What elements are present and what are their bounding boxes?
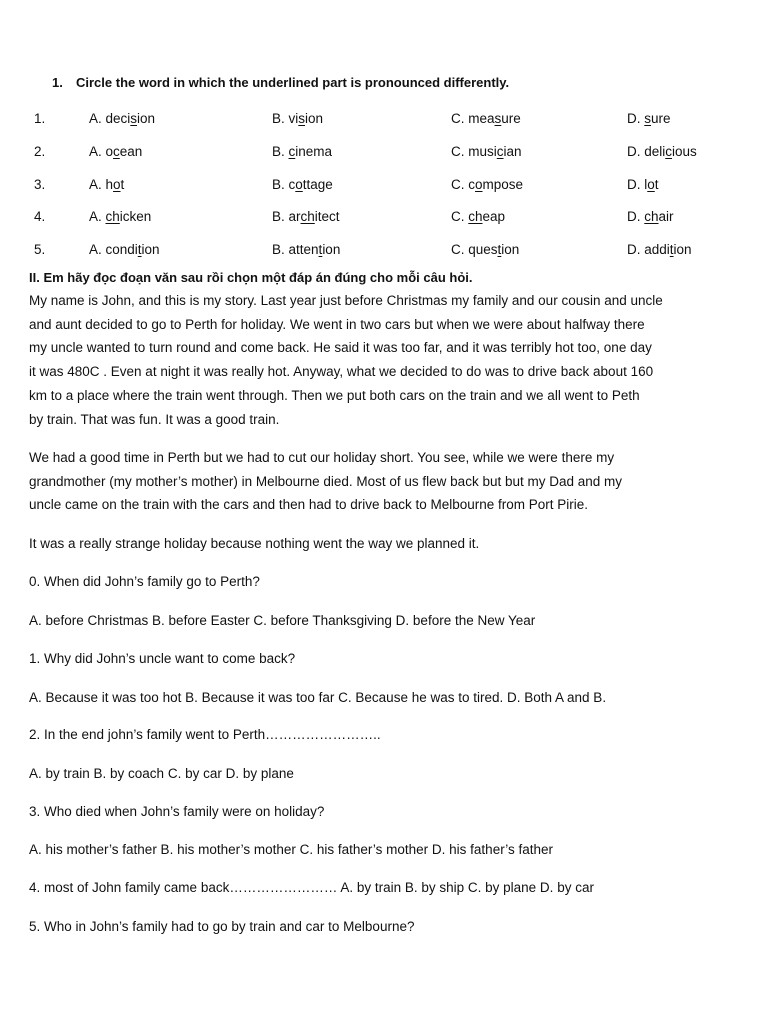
- option-a[interactable]: [89, 242, 160, 257]
- option-text: D.: [627, 209, 645, 224]
- question-number: 1.: [34, 111, 46, 126]
- question-number: 3.: [34, 177, 46, 192]
- option-text: C. ques: [451, 242, 498, 257]
- paragraph-line: and aunt decided to go to Perth for holiday. We went in two cars but when we were about halfway there: [29, 316, 645, 332]
- paragraph-line: km to a place where the train went through. Then we put both cars on the train and we all went to Peth: [29, 387, 640, 403]
- option-text: ttage: [302, 177, 333, 192]
- answer-options[interactable]: A. before Christmas B. before Easter C. before Thanksgiving D. before the New Year: [29, 613, 536, 628]
- option-text: D. deli: [627, 144, 666, 159]
- option-d[interactable]: [627, 111, 671, 126]
- underlined-part: o: [113, 177, 121, 192]
- option-b[interactable]: [272, 144, 332, 159]
- option-text: inema: [295, 144, 333, 159]
- option-c[interactable]: [451, 177, 523, 192]
- underlined-part: o: [647, 177, 655, 192]
- option-text: D. l: [627, 177, 648, 192]
- underlined-part: ch: [300, 209, 315, 224]
- underlined-part: o: [295, 177, 303, 192]
- paragraph-line: by train. That was fun. It was a good train.: [29, 411, 280, 427]
- answer-options[interactable]: A. by train B. by coach C. by car D. by plane: [29, 766, 294, 781]
- option-text: C. musi: [451, 144, 497, 159]
- option-text: C.: [451, 209, 469, 224]
- paragraph-line: grandmother (my mother’s mother) in Melbourne died. Most of us flew back but but my Dad and my: [29, 473, 623, 489]
- question-number: 4.: [34, 209, 46, 224]
- section1-title: Circle the word in which the underlined part is pronounced differently.: [76, 75, 510, 90]
- option-text: A. condi: [89, 242, 138, 257]
- paragraph-line: My name is John, and this is my story. Last year just before Christmas my family and our cousin and uncle: [29, 293, 663, 308]
- underlined-part: s: [130, 111, 138, 126]
- underlined-part: c: [665, 144, 673, 159]
- option-text: C. c: [451, 177, 476, 192]
- question-text: 1. Why did John’s uncle want to come back?: [29, 651, 296, 666]
- underlined-part: ch: [105, 209, 120, 224]
- section1-number: 1.: [52, 75, 63, 90]
- option-text: ean: [119, 144, 143, 159]
- option-text: ian: [503, 144, 522, 159]
- option-d[interactable]: [627, 144, 697, 159]
- paragraph-line: uncle came on the train with the cars and then had to drive back to Melbourne from Port Pirie.: [29, 497, 589, 513]
- paragraph-line: it was 480C . Even at night it was really hot. Anyway, what we decided to do was to drive back about 160: [29, 364, 654, 380]
- section2-heading: II. Em hãy đọc đoạn văn sau rồi chọn một đáp án đúng cho mỗi câu hỏi.: [29, 270, 473, 285]
- paragraph-line: my uncle wanted to turn round and come back. He said it was too far, and it was terribly hot too, one day: [29, 340, 652, 356]
- question-text: 3. Who died when John’s family were on holiday?: [29, 804, 325, 819]
- option-text: ion: [501, 242, 520, 257]
- underlined-part: s: [644, 111, 652, 126]
- option-a[interactable]: [89, 144, 142, 159]
- option-text: icken: [119, 209, 152, 224]
- option-text: t: [120, 177, 125, 192]
- option-text: ure: [501, 111, 521, 126]
- underlined-part: ch: [644, 209, 659, 224]
- pronunciation-question-row: [0, 111, 768, 131]
- option-text: D.: [627, 111, 645, 126]
- answer-options[interactable]: A. his mother’s father B. his mother’s mother C. his father’s mother D. his father’s father: [29, 842, 553, 857]
- option-text: ion: [322, 242, 341, 257]
- pronunciation-question-row: [0, 177, 768, 197]
- underlined-part: t: [669, 242, 674, 257]
- pronunciation-question-row: [0, 144, 768, 164]
- story-paragraph-3: It was a really strange holiday because nothing went the way we planned it.: [29, 536, 480, 551]
- underlined-part: c: [288, 144, 296, 159]
- option-d[interactable]: [627, 209, 674, 224]
- option-text: C. mea: [451, 111, 495, 126]
- option-d[interactable]: [627, 177, 659, 192]
- option-text: B. atten: [272, 242, 319, 257]
- option-text: air: [658, 209, 674, 224]
- pronunciation-question-row: [0, 209, 768, 229]
- option-text: A. o: [89, 144, 114, 159]
- option-c[interactable]: [451, 111, 521, 126]
- question-text: 4. most of John family came back…………………… A. by train B. by ship C. by plane D. by car: [29, 880, 594, 895]
- underlined-part: s: [298, 111, 306, 126]
- option-text: ion: [137, 111, 156, 126]
- underlined-part: c: [496, 144, 504, 159]
- answer-options[interactable]: 5. Who in John’s family had to go by train and car to Melbourne?: [29, 919, 415, 934]
- underlined-part: t: [318, 242, 323, 257]
- option-d[interactable]: [627, 242, 692, 257]
- option-b[interactable]: [272, 111, 323, 126]
- option-text: eap: [482, 209, 506, 224]
- option-text: mpose: [482, 177, 524, 192]
- option-text: ion: [141, 242, 160, 257]
- option-text: A. h: [89, 177, 114, 192]
- option-a[interactable]: [89, 111, 155, 126]
- question-number: 5.: [34, 242, 46, 257]
- option-text: ious: [672, 144, 697, 159]
- option-c[interactable]: [451, 144, 522, 159]
- option-text: B. ar: [272, 209, 301, 224]
- option-text: B. vi: [272, 111, 299, 126]
- option-text: A. deci: [89, 111, 131, 126]
- option-text: ion: [305, 111, 324, 126]
- option-a[interactable]: [89, 209, 151, 224]
- option-text: D. addi: [627, 242, 670, 257]
- option-text: itect: [314, 209, 340, 224]
- answer-options[interactable]: A. Because it was too hot B. Because it was too far C. Because he was to tired. D. Both A and B.: [29, 690, 607, 705]
- option-text: ure: [651, 111, 671, 126]
- option-c[interactable]: [451, 209, 505, 224]
- option-text: B.: [272, 144, 289, 159]
- underlined-part: ch: [468, 209, 483, 224]
- option-text: A.: [89, 209, 106, 224]
- option-text: B. c: [272, 177, 296, 192]
- option-text: ion: [673, 242, 692, 257]
- underlined-part: s: [494, 111, 502, 126]
- pronunciation-question-row: [0, 242, 768, 262]
- section1-heading: [52, 75, 509, 90]
- option-c[interactable]: [451, 242, 519, 257]
- underlined-part: c: [113, 144, 120, 159]
- question-number: 2.: [34, 144, 46, 159]
- underlined-part: t: [137, 242, 142, 257]
- underlined-part: o: [475, 177, 483, 192]
- option-b[interactable]: [272, 209, 340, 224]
- question-text: 2. In the end john’s family went to Perth……………………..: [29, 727, 381, 742]
- option-b[interactable]: [272, 177, 333, 192]
- paragraph-line: We had a good time in Perth but we had to cut our holiday short. You see, while we were there my: [29, 450, 615, 465]
- question-text: 0. When did John’s family go to Perth?: [29, 574, 260, 589]
- option-a[interactable]: [89, 177, 124, 192]
- underlined-part: t: [497, 242, 502, 257]
- option-text: t: [654, 177, 659, 192]
- option-b[interactable]: [272, 242, 340, 257]
